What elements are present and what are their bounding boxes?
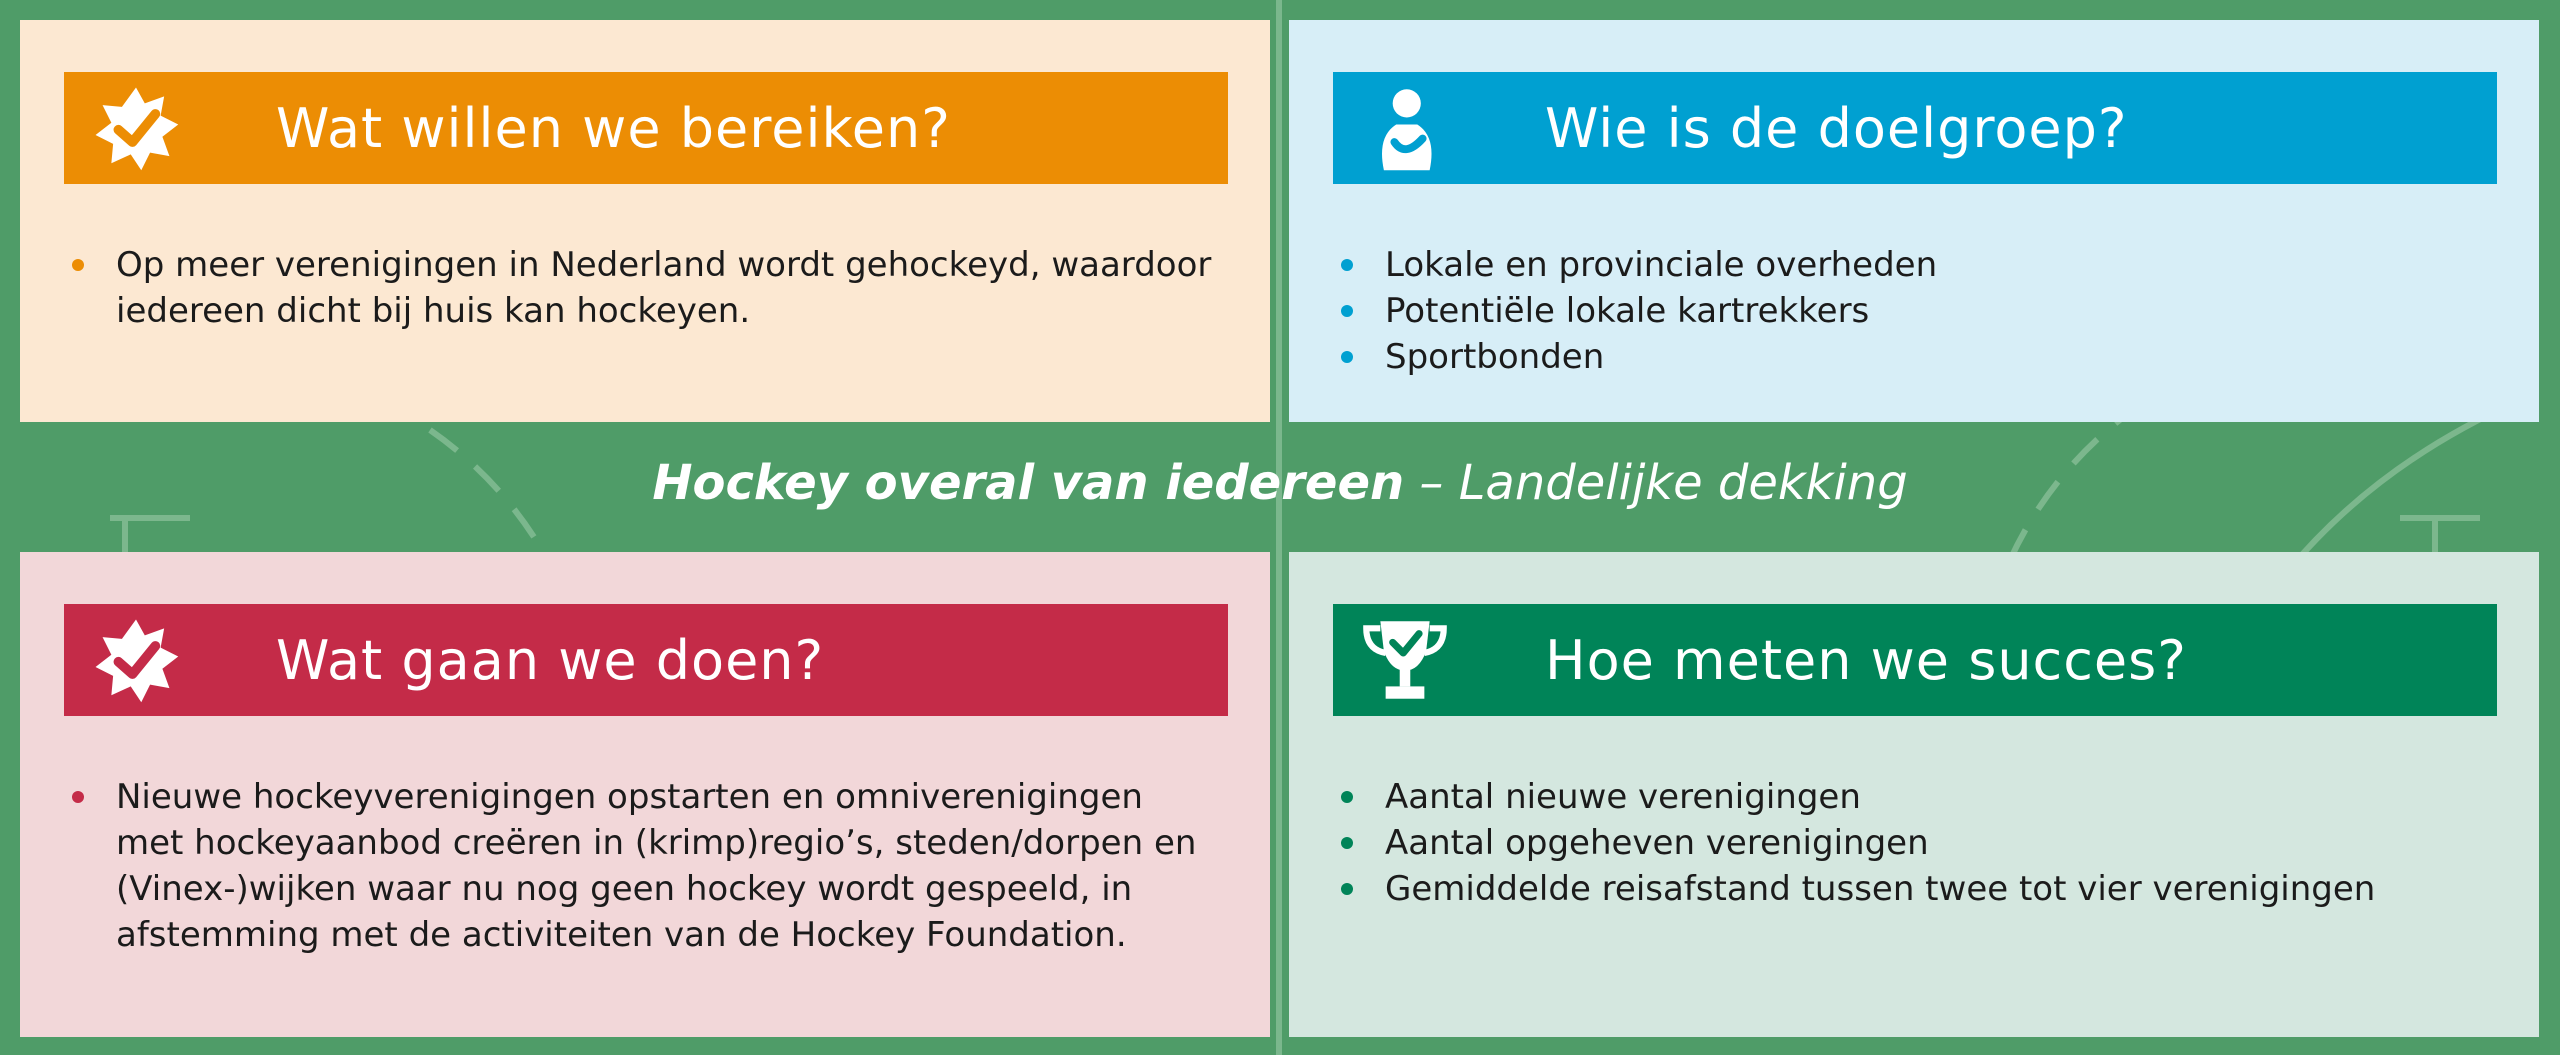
panel-actions-banner — [64, 604, 1228, 716]
list-item-text: Potentiële lokale kartrekkers — [1385, 291, 1870, 331]
list-item-text: Lokale en provinciale overheden — [1385, 245, 1938, 285]
center-heading-separator: – — [1404, 455, 1459, 511]
panel-target-group — [1289, 20, 2539, 422]
panel-goals-banner — [64, 72, 1228, 184]
list-item — [1333, 242, 2483, 288]
list-item — [64, 242, 1214, 334]
list-item — [1333, 866, 2483, 912]
list-item-text: Aantal nieuwe verenigingen — [1385, 777, 1861, 817]
panel-goals-title: Wat willen we bereiken? — [276, 96, 951, 160]
panel-actions-title: Wat gaan we doen? — [276, 628, 825, 692]
panel-actions — [20, 552, 1270, 1037]
panel-goals-list — [64, 242, 1214, 334]
panel-target-group-banner — [1333, 72, 2497, 184]
list-item-text: Op meer verenigingen in Nederland wordt gehockeyd, waardoor iedereen dicht bij huis kan hockeyen. — [116, 245, 1212, 331]
center-heading-light: Landelijke dekking — [1458, 455, 1908, 511]
list-item — [1333, 288, 2483, 334]
panel-success-list — [1333, 774, 2483, 912]
center-heading-bold: Hockey overal van iedereen — [652, 455, 1405, 511]
list-item-text: Sportbonden — [1385, 337, 1605, 377]
bullet-dot — [1341, 351, 1353, 363]
list-item-text: Nieuwe hockeyverenigingen opstarten en omniverenigingen met hockeyaanbod creëren in (krimp)regio’s, steden/dorpen en (Vinex-)wijken waar nu nog geen hockey wordt gespeeld, in afstemming met de activiteiten van de Hockey Foundation. — [116, 777, 1197, 955]
panel-goals — [20, 20, 1270, 422]
panel-actions-list — [64, 774, 1214, 958]
bullet-dot — [1341, 791, 1353, 803]
list-item — [1333, 334, 2483, 380]
center-heading — [0, 455, 2560, 511]
list-item-text: Aantal opgeheven verenigingen — [1385, 823, 1929, 863]
panel-success-title: Hoe meten we succes? — [1545, 628, 2187, 692]
list-item — [64, 774, 1214, 958]
bullet-dot — [1341, 305, 1353, 317]
person-icon — [1355, 78, 1455, 178]
star-check-icon — [86, 78, 186, 178]
bullet-dot — [72, 259, 84, 271]
bullet-dot — [1341, 259, 1353, 271]
list-item — [1333, 774, 2483, 820]
bullet-dot — [1341, 837, 1353, 849]
panel-target-group-title: Wie is de doelgroep? — [1545, 96, 2128, 160]
panel-success-banner — [1333, 604, 2497, 716]
bullet-dot — [1341, 883, 1353, 895]
trophy-icon — [1355, 610, 1455, 710]
panel-success — [1289, 552, 2539, 1037]
star-check-icon — [86, 610, 186, 710]
panel-target-group-list — [1333, 242, 2483, 380]
list-item-text: Gemiddelde reisafstand tussen twee tot vier verenigingen — [1385, 869, 2376, 909]
list-item — [1333, 820, 2483, 866]
bullet-dot — [72, 791, 84, 803]
